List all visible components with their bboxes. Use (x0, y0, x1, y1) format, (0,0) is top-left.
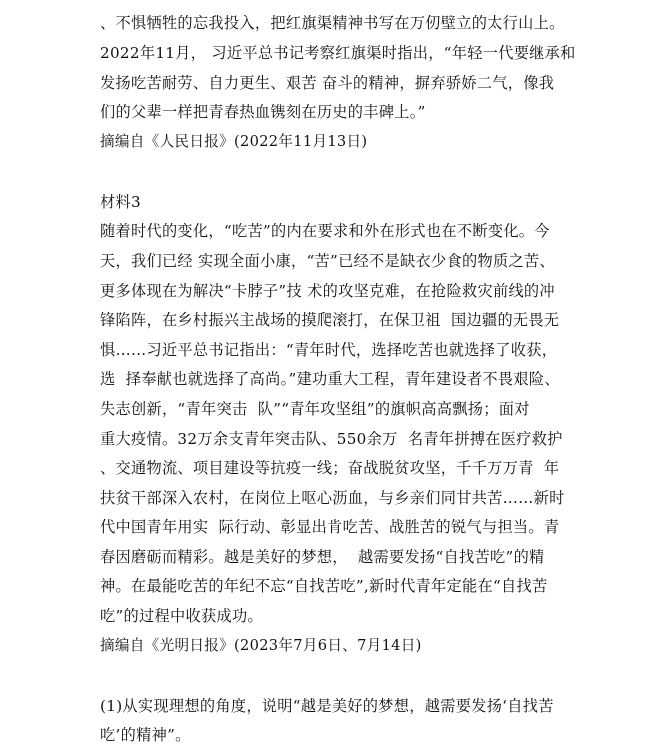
material3-line-8: 重大疫情。32万余支青年突击队、550余万 名青年拼搏在医疗救护 (100, 430, 563, 448)
material3-line-7: 失志创新，“青年突击 队”“青年攻坚组”的旗帜高高飘扬；面对 (100, 400, 530, 418)
material3-line-6: 选 择奉献也就选择了高尚。”建功重大工程，青年建设者不畏艰险、 (100, 370, 560, 388)
material3-line-9: 、交通物流、项目建设等抗疫一线；奋战脱贫攻坚，千千万万青 年 (100, 459, 560, 477)
material3-line-4: 锋陷阵，在乡村振兴主战场的摸爬滚打，在保卫祖 国边疆的无畏无 (100, 311, 560, 329)
material3-line-11: 代中国青年用实 际行动、彰显出肯吃苦、战胜苦的锐气与担当。青 (100, 518, 560, 536)
material3-heading: 材料3 (100, 193, 141, 211)
material3-source: 摘编自《光明日报》(2023年7月6日、7月14日) (100, 637, 422, 654)
material3-line-2: 天，我们已经 实现全面小康，“苦”已经不是缺衣少食的物质之苦、 (100, 252, 555, 270)
material3-line-12: 春因磨砺而精彩。越是美好的梦想， 越需要发扬“自找苦吃”的精 (100, 548, 545, 566)
material2-line-1: 、不惧牺牲的忘我投入，把红旗渠精神书写在万仞壁立的太行山上。 (100, 14, 565, 32)
material3-line-5: 惧……习近平总书记指出：“青年时代，选择吃苦也就选择了收获， (100, 341, 558, 359)
material3-line-1: 随着时代的变化，“吃苦”的内在要求和外在形式也在不断变化。今 (100, 222, 550, 240)
material2-line-2: 2022年11月， 习近平总书记考察红旗渠时指出，“年轻一代要继承和 (100, 44, 576, 62)
material3-line-13: 神。在最能吃苦的年纪不忘“自找苦吃”,新时代青年定能在“自找苦 (100, 577, 548, 595)
material3-line-10: 扶贫干部深入农村，在岗位上呕心沥血，与乡亲们同甘共苦……新时 (100, 489, 565, 507)
question-line-1: (1)从实现理想的角度，说明“越是美好的梦想，越需要发扬‘自找苦 (100, 697, 554, 715)
material3-line-14: 吃”的过程中收获成功。 (100, 607, 263, 625)
material3-line-3: 更多体现在为解决“卡脖子”技 术的攻坚克难，在抢险救灾前线的冲 (100, 282, 555, 300)
material2-source: 摘编自《人民日报》(2022年11月13日) (100, 133, 368, 150)
material2-line-3: 发扬吃苦耐劳、自力更生、艰苦 奋斗的精神，摒弃骄娇二气，像我 (100, 74, 555, 92)
material2-line-4: 们的父辈一样把青春热血镌刻在历史的丰碑上。” (100, 103, 426, 121)
question-line-2: 吃’的精神”。 (100, 726, 191, 744)
